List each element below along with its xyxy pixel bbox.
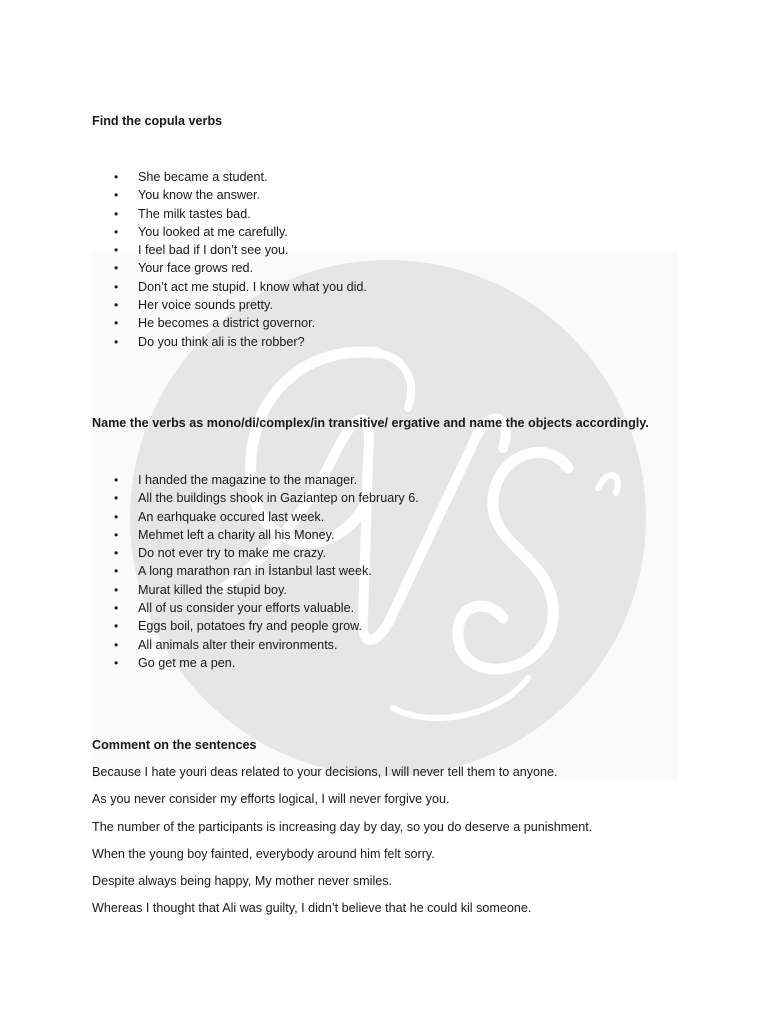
bullet-icon: • — [114, 206, 119, 221]
list-item: • Your face grows red. — [92, 259, 367, 277]
list-item: • Her voice sounds pretty. — [92, 296, 367, 314]
list-item: • You looked at me carefully. — [92, 223, 367, 241]
list-item: • All the buildings shook in Gaziantep on february 6. — [92, 489, 419, 507]
list-item: • Mehmet left a charity all his Money. — [92, 526, 419, 544]
bullet-icon: • — [114, 509, 119, 524]
bullet-icon: • — [114, 491, 119, 506]
list-item: • She became a student. — [92, 168, 367, 186]
list-item: • You know the answer. — [92, 186, 367, 204]
list-item: • Go get me a pen. — [92, 654, 419, 672]
bullet-icon: • — [114, 601, 119, 616]
bullet-icon: • — [114, 224, 119, 239]
list-item: • An earhquake occured last week. — [92, 508, 419, 526]
list-item: • Do you think ali is the robber? — [92, 333, 367, 351]
bullet-icon: • — [114, 637, 119, 652]
sentence-paragraph: Because I hate youri deas related to your decisions, I will never tell them to anyone. — [92, 765, 558, 779]
list-item: • Do not ever try to make me crazy. — [92, 544, 419, 562]
bullet-icon: • — [114, 298, 119, 313]
comment-sentences — [92, 763, 592, 927]
bullet-icon: • — [114, 564, 119, 579]
bullet-icon: • — [114, 527, 119, 542]
sentence-paragraph: As you never consider my efforts logical, I will never forgive you. — [92, 792, 450, 807]
list-item: • All of us consider your efforts valuable. — [92, 599, 419, 617]
bullet-icon: • — [114, 170, 119, 184]
list-item: • The milk tastes bad. — [92, 205, 367, 223]
verb-types-list — [92, 471, 419, 672]
list-item: • Don’t act me stupid. I know what you did. — [92, 278, 367, 296]
list-item: • I handed the magazine to the manager. — [92, 471, 419, 489]
bullet-icon: • — [114, 619, 119, 634]
list-item: • Eggs boil, potatoes fry and people grow. — [92, 617, 419, 635]
bullet-icon: • — [114, 261, 119, 276]
list-item: • All animals alter their environments. — [92, 636, 419, 654]
list-item: • I feel bad if I don’t see you. — [92, 241, 367, 259]
bullet-icon: • — [114, 188, 119, 203]
bullet-icon: • — [114, 334, 119, 349]
section3-heading: Comment on the sentences — [92, 738, 257, 752]
sentence-paragraph: Whereas I thought that Ali was guilty, I didn’t believe that he could kil someone. — [92, 901, 532, 916]
bullet-icon: • — [114, 316, 119, 331]
section2-heading: Name the verbs as mono/di/complex/in transitive/ ergative and name the objects accordingly. — [92, 416, 649, 430]
sentence-paragraph: Despite always being happy, My mother never smiles. — [92, 874, 393, 889]
bullet-icon: • — [114, 582, 119, 597]
bullet-icon: • — [114, 279, 119, 294]
list-item: • Murat killed the stupid boy. — [92, 581, 419, 599]
bullet-icon: • — [114, 243, 119, 258]
list-item: • He becomes a district governor. — [92, 314, 367, 332]
sentence-paragraph: The number of the participants is increasing day by day, so you do deserve a punishment. — [92, 819, 593, 834]
section1-heading: Find the copula verbs — [92, 114, 223, 128]
copula-verbs-list — [92, 168, 367, 351]
sentence-paragraph: When the young boy fainted, everybody around him felt sorry. — [92, 846, 435, 861]
bullet-icon: • — [114, 655, 119, 670]
bullet-icon: • — [114, 546, 119, 561]
bullet-icon: • — [114, 473, 119, 487]
list-item: • A long marathon ran in İstanbul last week. — [92, 562, 419, 580]
